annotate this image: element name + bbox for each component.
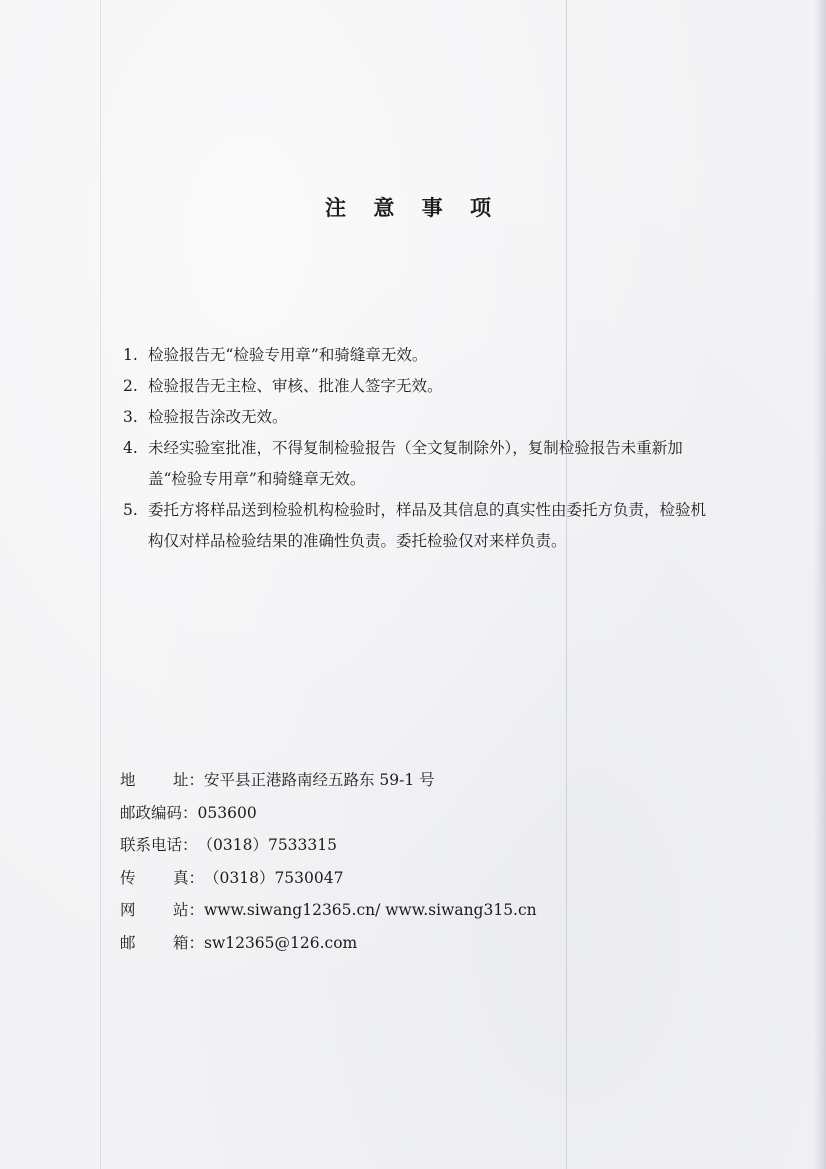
list-item (118, 433, 718, 495)
item-text: 未经实验室批准，不得复制检验报告（全文复制除外），复制检验报告未重新加盖“检验专用章”和骑缝章无效。 (148, 439, 683, 488)
item-number: 2. (123, 377, 138, 395)
phone-label: 联系电话： (120, 836, 198, 854)
list-item (118, 495, 718, 557)
address-value: 安平县正港路南经五路东 59-1 号 (204, 771, 435, 789)
website-label-a: 网 (120, 901, 136, 919)
address-row (120, 764, 537, 797)
website-label-b: 站： (172, 901, 204, 919)
address-label (120, 764, 204, 797)
phone-value: （0318）7533315 (197, 836, 337, 854)
scan-fold-line (100, 0, 101, 1169)
fax-row (120, 862, 537, 895)
list-item (118, 340, 718, 371)
page-edge-shadow (814, 0, 826, 1169)
item-text: 检验报告涂改无效。 (148, 408, 288, 426)
item-number: 3. (123, 408, 138, 426)
item-number: 5. (123, 501, 138, 519)
email-label-b: 箱： (172, 933, 204, 952)
fax-label (120, 862, 204, 895)
email-label (120, 927, 204, 960)
address-label-b: 址： (172, 771, 204, 789)
item-text: 检验报告无主检、审核、批准人签字无效。 (148, 377, 443, 395)
item-text: 检验报告无“检验专用章”和骑缝章无效。 (148, 346, 428, 364)
fax-value: （0318）7530047 (204, 868, 344, 887)
page-title: 注 意 事 项 (325, 195, 501, 220)
item-text: 委托方将样品送到检验机构检验时，样品及其信息的真实性由委托方负责，检验机构仅对样品检验结果的准确性负责。委托检验仅对来样负责。 (148, 501, 707, 550)
website-value: www.siwang12365.cn/ www.siwang315.cn (204, 901, 537, 919)
notes-list (118, 340, 718, 557)
phone-row (120, 829, 537, 862)
list-item (118, 402, 718, 433)
item-number: 1. (123, 346, 138, 364)
email-label-a: 邮 (120, 933, 136, 952)
contact-info (120, 764, 537, 959)
address-label-a: 地 (120, 771, 136, 789)
email-row (120, 927, 537, 960)
postcode-label: 邮政编码： (120, 803, 198, 822)
scan-fold-line (566, 0, 567, 1169)
fax-label-a: 传 (120, 868, 136, 887)
fax-label-b: 真： (172, 868, 204, 887)
email-value: sw12365@126.com (204, 933, 358, 952)
postcode-value: 053600 (197, 803, 257, 822)
postcode-row (120, 797, 537, 830)
website-label (120, 894, 204, 927)
item-number: 4. (123, 439, 138, 457)
list-item (118, 371, 718, 402)
website-row (120, 894, 537, 927)
